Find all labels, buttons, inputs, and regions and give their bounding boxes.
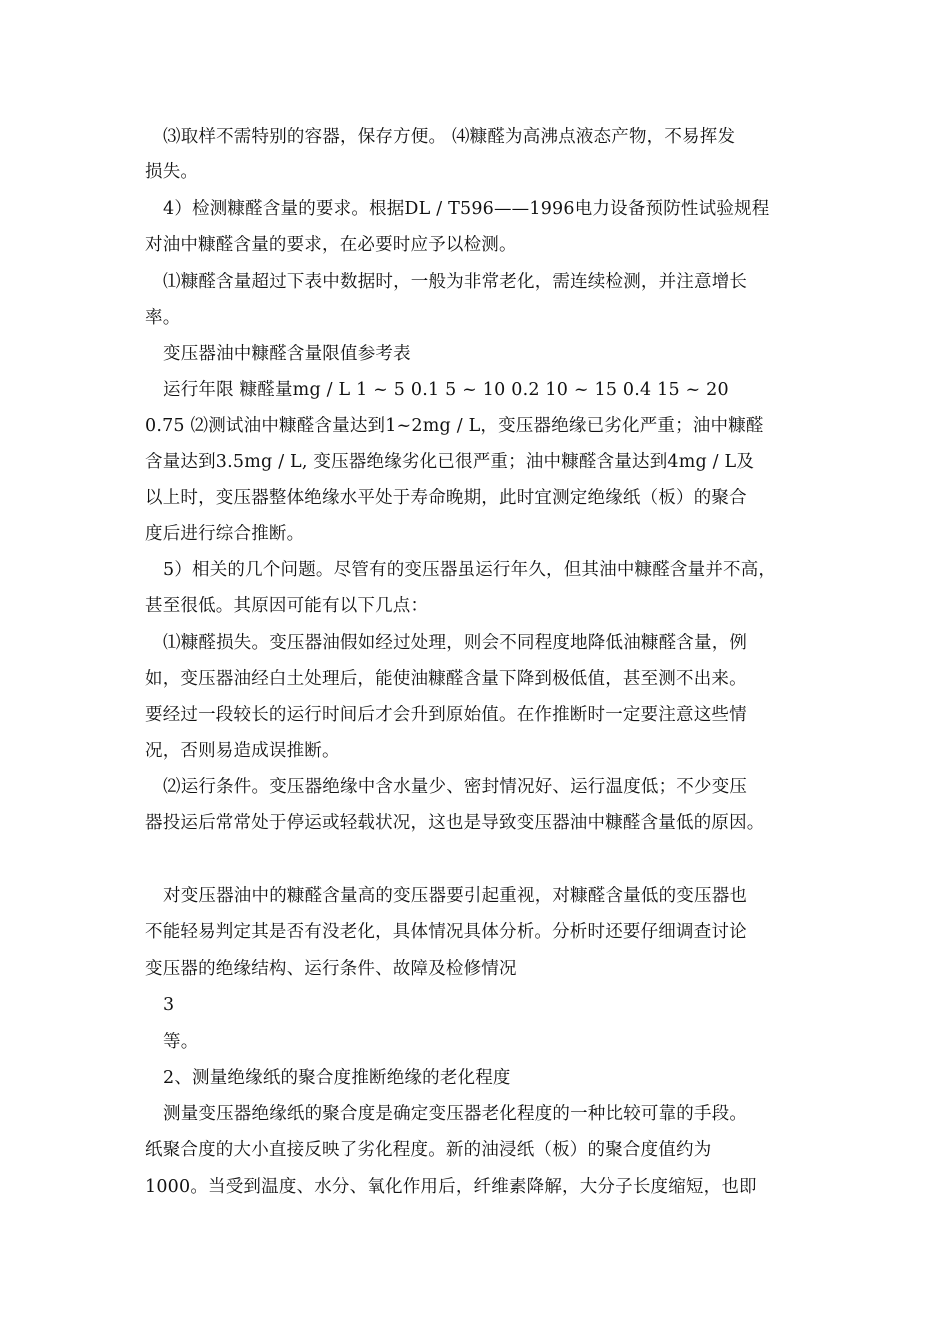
text-line: 不能轻易判定其是否有没老化，具体情况具体分析。分析时还要仔细调查讨论 xyxy=(145,922,747,942)
text-line: 1000。当受到温度、水分、氧化作用后，纤维素降解，大分子长度缩短，也即 xyxy=(145,1177,757,1197)
text-line: 变压器的绝缘结构、运行条件、故障及检修情况 xyxy=(145,959,517,979)
section-heading: 2、测量绝缘纸的聚合度推断绝缘的老化程度 xyxy=(163,1068,511,1088)
text-line: 4）检测糠醛含量的要求。根据DL / T596——1996电力设备预防性试验规程 xyxy=(163,199,770,219)
text-line: 度后进行综合推断。 xyxy=(145,524,305,544)
text-line: 含量达到3.5mg / L, 变压器绝缘劣化已很严重；油中糠醛含量达到4mg / L及 xyxy=(145,452,755,472)
text-line: ⑴糠醛含量超过下表中数据时，一般为非常老化，需连续检测，并注意增长 xyxy=(163,272,748,292)
text-line: 测量变压器绝缘纸的聚合度是确定变压器老化程度的一种比较可靠的手段。 xyxy=(163,1104,748,1124)
text-line: ⑴糠醛损失。变压器油假如经过处理，则会不同程度地降低油糠醛含量，例 xyxy=(163,633,748,653)
text-line: ⑵运行条件。变压器绝缘中含水量少、密封情况好、运行温度低；不少变压 xyxy=(163,777,748,797)
text-line: 率。 xyxy=(145,308,181,328)
text-line: 纸聚合度的大小直接反映了劣化程度。新的油浸纸（板）的聚合度值约为 xyxy=(145,1140,712,1160)
text-line: ⑶取样不需特别的容器，保存方便。 ⑷糠醛为高沸点液态产物，不易挥发 xyxy=(163,127,736,147)
text-line: 损失。 xyxy=(145,162,199,182)
text-line: 甚至很低。其原因可能有以下几点： xyxy=(145,596,429,616)
text-line: 对变压器油中的糠醛含量高的变压器要引起重视，对糠醛含量低的变压器也 xyxy=(163,886,748,906)
text-line: 如，变压器油经白土处理后，能使油糠醛含量下降到极低值，甚至测不出来。 xyxy=(145,669,747,689)
text-line: 对油中糠醛含量的要求，在必要时应予以检测。 xyxy=(145,235,517,255)
page-number: 3 xyxy=(163,995,175,1015)
text-line: 运行年限 糠醛量mg / L 1 ~ 5 0.1 5 ~ 10 0.2 10 ~ 15 0.4 15 ~ 20 xyxy=(163,380,729,400)
text-line: 0.75 ⑵测试油中糠醛含量达到1~2mg / L，变压器绝缘已劣化严重；油中糠醛 xyxy=(145,416,764,436)
text-line: 况，否则易造成误推断。 xyxy=(145,741,340,761)
text-line: 以上时，变压器整体绝缘水平处于寿命晚期，此时宜测定绝缘纸（板）的聚合 xyxy=(145,488,747,508)
text-line: 器投运后常常处于停运或轻载状况，这也是导致变压器油中糠醛含量低的原因。 xyxy=(145,813,765,833)
text-line: 等。 xyxy=(163,1032,199,1052)
text-line: 5）相关的几个问题。尽管有的变压器虽运行年久，但其油中糠醛含量并不高， xyxy=(163,560,777,580)
table-title: 变压器油中糠醛含量限值参考表 xyxy=(163,344,411,364)
text-line: 要经过一段较长的运行时间后才会升到原始值。在作推断时一定要注意这些情 xyxy=(145,705,747,725)
